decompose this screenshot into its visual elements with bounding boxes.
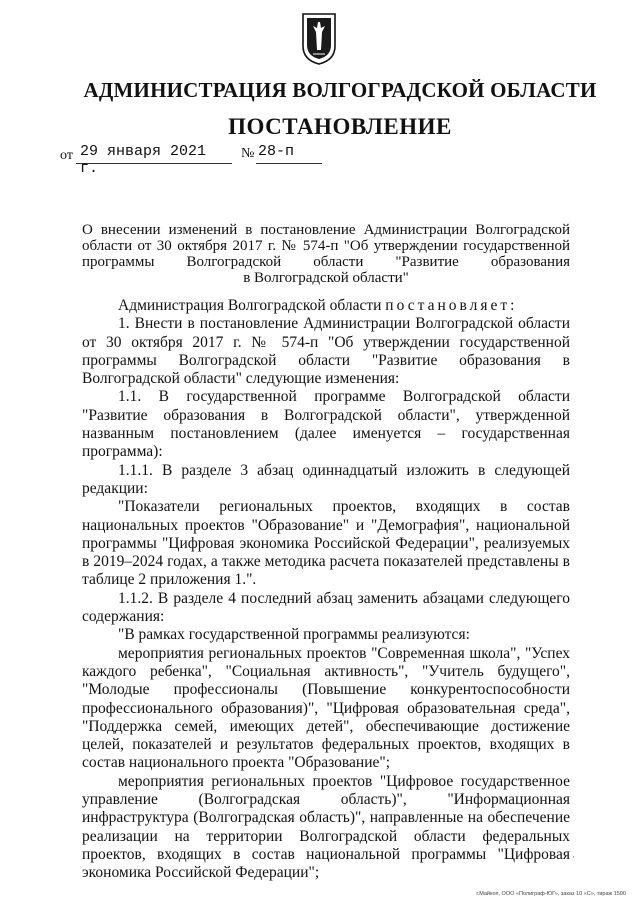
body-paragraph: "Показатели региональных проектов, входящих в состав национальных проектов "Образование" и "Демография", национальной программы "Цифровая экономика Российской Федерации", реализуемых в 2019–2024 годах, а также методика расчета показателей представлены в таблице 2 приложения 1.". <box>82 498 570 589</box>
subject-line: области от 30 октября 2017 г. № 574-п "Об утверждении государственной <box>82 238 570 254</box>
body-paragraph: 1.1.2. В разделе 4 последний абзац заменить абзацами следующего содержания: <box>82 589 570 626</box>
from-label: от <box>60 148 73 163</box>
body-paragraph: "В рамках государственной программы реализуются: <box>118 626 470 644</box>
subject-line: программы Волгоградской области "Развитие образования <box>82 254 570 270</box>
document-subject <box>82 222 570 286</box>
intro-prefix: Администрация Волгоградской области <box>118 297 382 314</box>
subject-line: в Волгоградской области" <box>243 270 409 286</box>
organization-name: АДМИНИСТРАЦИЯ ВОЛГОГРАДСКОЙ ОБЛАСТИ <box>83 78 597 102</box>
printer-imprint: г.Майкоп, ООО «Полиграф-ЮГ», заказ 10 «С», тираж 1500 <box>476 891 626 897</box>
body-paragraph: мероприятия региональных проектов "Современная школа", "Успех каждого ребенка", "Социальная активность", "Учитель будущего", "Молодые профессионалы (Повышение конкурентоспособности профессионального образования)", "Цифровая образовательная среда", "Поддержка семей, имеющих детей", обеспечивающие достижение целей, показателей и результатов федеральных проектов, входящих в состав национального проекта "Образование"; <box>82 644 570 772</box>
document-type-title: ПОСТАНОВЛЕНИЕ <box>228 114 452 139</box>
intro-paragraph <box>82 297 570 315</box>
body-paragraph: 1. Внести в постановление Администрации Волгоградской области от 30 октября 2017 г. № 574-п "Об утверждении государственной программы Волгоградской области "Развитие образования в Волгоградской области" следующие изменения: <box>82 315 570 388</box>
document-number: 28-п <box>256 143 322 164</box>
document-body <box>82 297 570 883</box>
intro-verb: постановляет: <box>385 297 518 314</box>
subject-line: О внесении изменений в постановление Администрации Волгоградской <box>82 222 570 238</box>
body-paragraph: 1.1. В государственной программе Волгоградской области "Развитие образования в Волгоградской области", утвержденной названным постановлением (далее именуется – государственная программа): <box>82 388 570 461</box>
body-paragraph: мероприятия региональных проектов "Цифровое государственное управление (Волгоградская область)", "Информационная инфраструктура (Волгоградская область)", направленные на обеспечение реализации на территории Волгоградской области федеральных проектов, входящих в состав национальной программы "Цифровая экономика Российской Федерации"; <box>82 772 570 882</box>
body-paragraph: 1.1.1. В разделе 3 абзац одиннадцатый изложить в следующей редакции: <box>82 461 570 497</box>
coat-of-arms-icon <box>301 12 337 66</box>
number-sign: № <box>241 146 255 161</box>
document-date: 29 января 2021 г. <box>76 143 232 164</box>
margin-mark: · <box>572 852 575 862</box>
